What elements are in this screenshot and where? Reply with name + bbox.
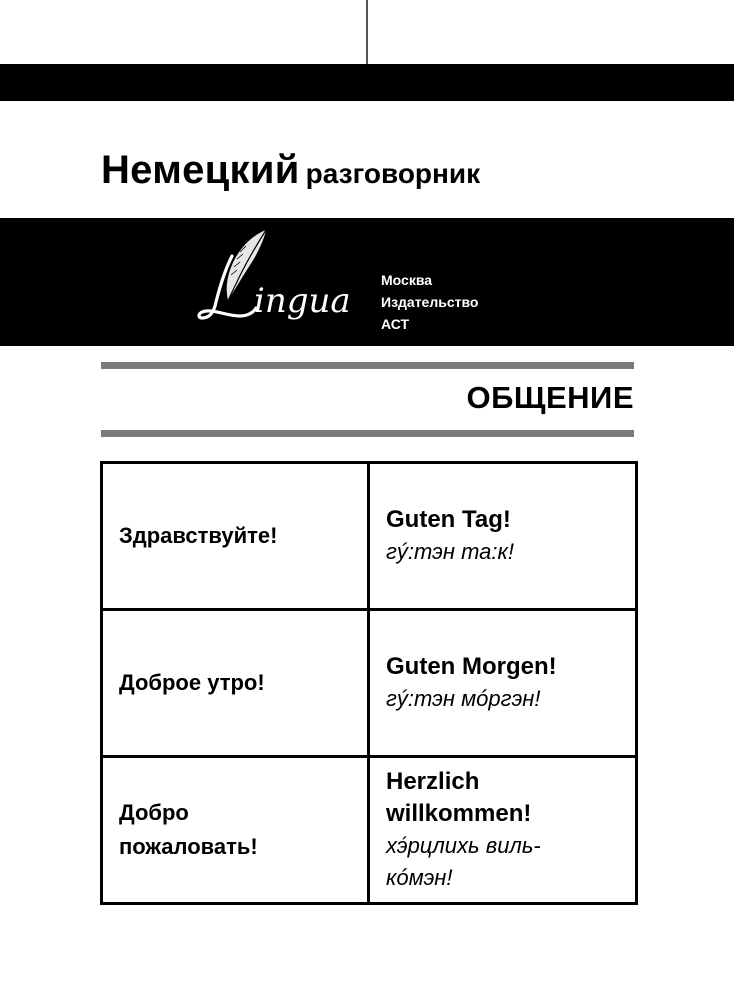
phrase-de-cell [369, 757, 637, 904]
table-row [102, 610, 637, 757]
phrase-de: Herzlich willkommen! [386, 768, 532, 827]
phrase-table [100, 461, 638, 905]
section-title: ОБЩЕНИЕ [466, 380, 634, 415]
title-sub: разговорник [305, 158, 481, 189]
phrase-de: Guten Morgen! [386, 653, 557, 680]
phrase-ru-cell [102, 463, 369, 610]
phrase-transcription: гý:тэн та:к! [386, 539, 515, 564]
logo-wordmark: ingua [254, 281, 351, 321]
book-title [101, 150, 480, 190]
table-row [102, 463, 637, 610]
phrase-de-cell [369, 610, 637, 757]
phrase-de-cell [369, 463, 637, 610]
phrase-ru: Добро пожаловать! [119, 800, 258, 859]
phrase-ru: Доброе утро! [119, 670, 265, 695]
publisher-label: Издательство [381, 294, 479, 310]
phrase-ru-cell [102, 757, 369, 904]
publisher-name: АСТ [381, 316, 410, 332]
phrase-ru: Здравствуйте! [119, 523, 278, 548]
phrase-ru-cell [102, 610, 369, 757]
phrase-transcription: хэ́рцлихь виль-кóмэн! [386, 833, 541, 890]
brand-band [0, 218, 734, 346]
spine-line [366, 0, 368, 64]
table-row [102, 757, 637, 904]
phrase-transcription: гý:тэн мóргэн! [386, 686, 541, 711]
phrase-de: Guten Tag! [386, 506, 511, 533]
title-main: Немецкий [101, 148, 300, 192]
section-rule-top [101, 362, 634, 369]
publisher-city: Москва [381, 272, 433, 288]
publisher-block [381, 269, 478, 335]
lingua-logo [196, 226, 366, 338]
section-rule-bottom [101, 430, 634, 437]
top-bar [0, 64, 734, 101]
